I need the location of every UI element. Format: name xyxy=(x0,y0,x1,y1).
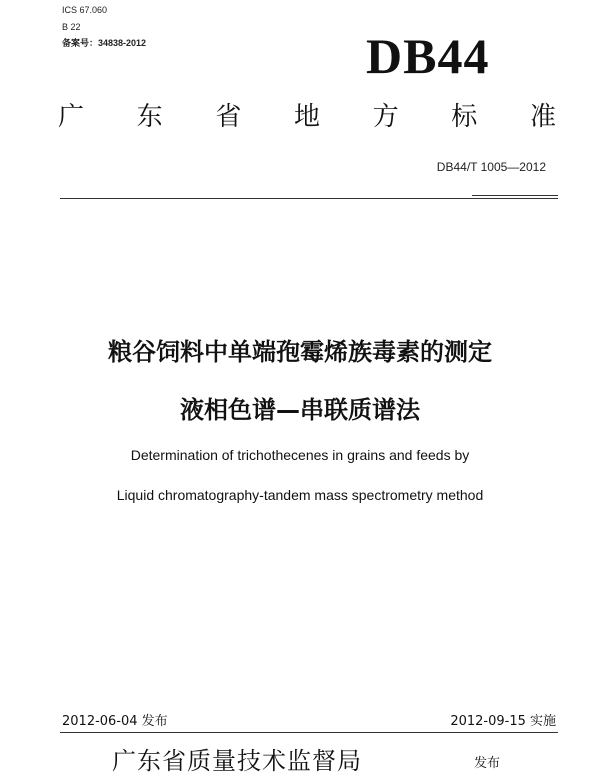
english-title-line-2: Liquid chromatography-tandem mass spectrometry method xyxy=(116,487,484,503)
header-divider xyxy=(60,198,558,199)
ccs-code: B 22 xyxy=(62,22,81,32)
implementation-date: 2012-09-15 实施 xyxy=(450,714,556,729)
issue-date: 2012-06-04 发布 xyxy=(62,714,168,729)
standard-type-char: 准 xyxy=(529,102,556,132)
issue-label: 发布 xyxy=(474,756,501,771)
footer-divider xyxy=(60,732,558,733)
standard-type-title xyxy=(58,100,556,134)
chinese-title-line-2: 液相色谱—串联质谱法 xyxy=(180,396,420,424)
standard-number: DB44/T 1005—2012 xyxy=(436,160,546,174)
chinese-title-line-1: 粮谷饲料中单端孢霉烯族毒素的测定 xyxy=(108,338,492,366)
standard-type-char: 广 xyxy=(58,102,85,132)
standard-type-char: 标 xyxy=(451,102,478,132)
standard-code-logo: DB44 xyxy=(366,28,490,84)
ics-code: ICS 67.060 xyxy=(62,5,108,15)
header-divider-accent xyxy=(472,195,558,196)
standard-type-char: 省 xyxy=(215,102,242,132)
standard-type-char: 地 xyxy=(293,102,320,132)
standard-type-char: 方 xyxy=(372,102,399,132)
english-title-line-1: Determination of trichothecenes in grains and feeds by xyxy=(130,447,470,463)
issuing-authority: 广东省质量技术监督局 xyxy=(112,747,362,775)
record-number: 备案号：34838-2012 xyxy=(62,38,147,48)
standard-type-char: 东 xyxy=(136,102,163,132)
